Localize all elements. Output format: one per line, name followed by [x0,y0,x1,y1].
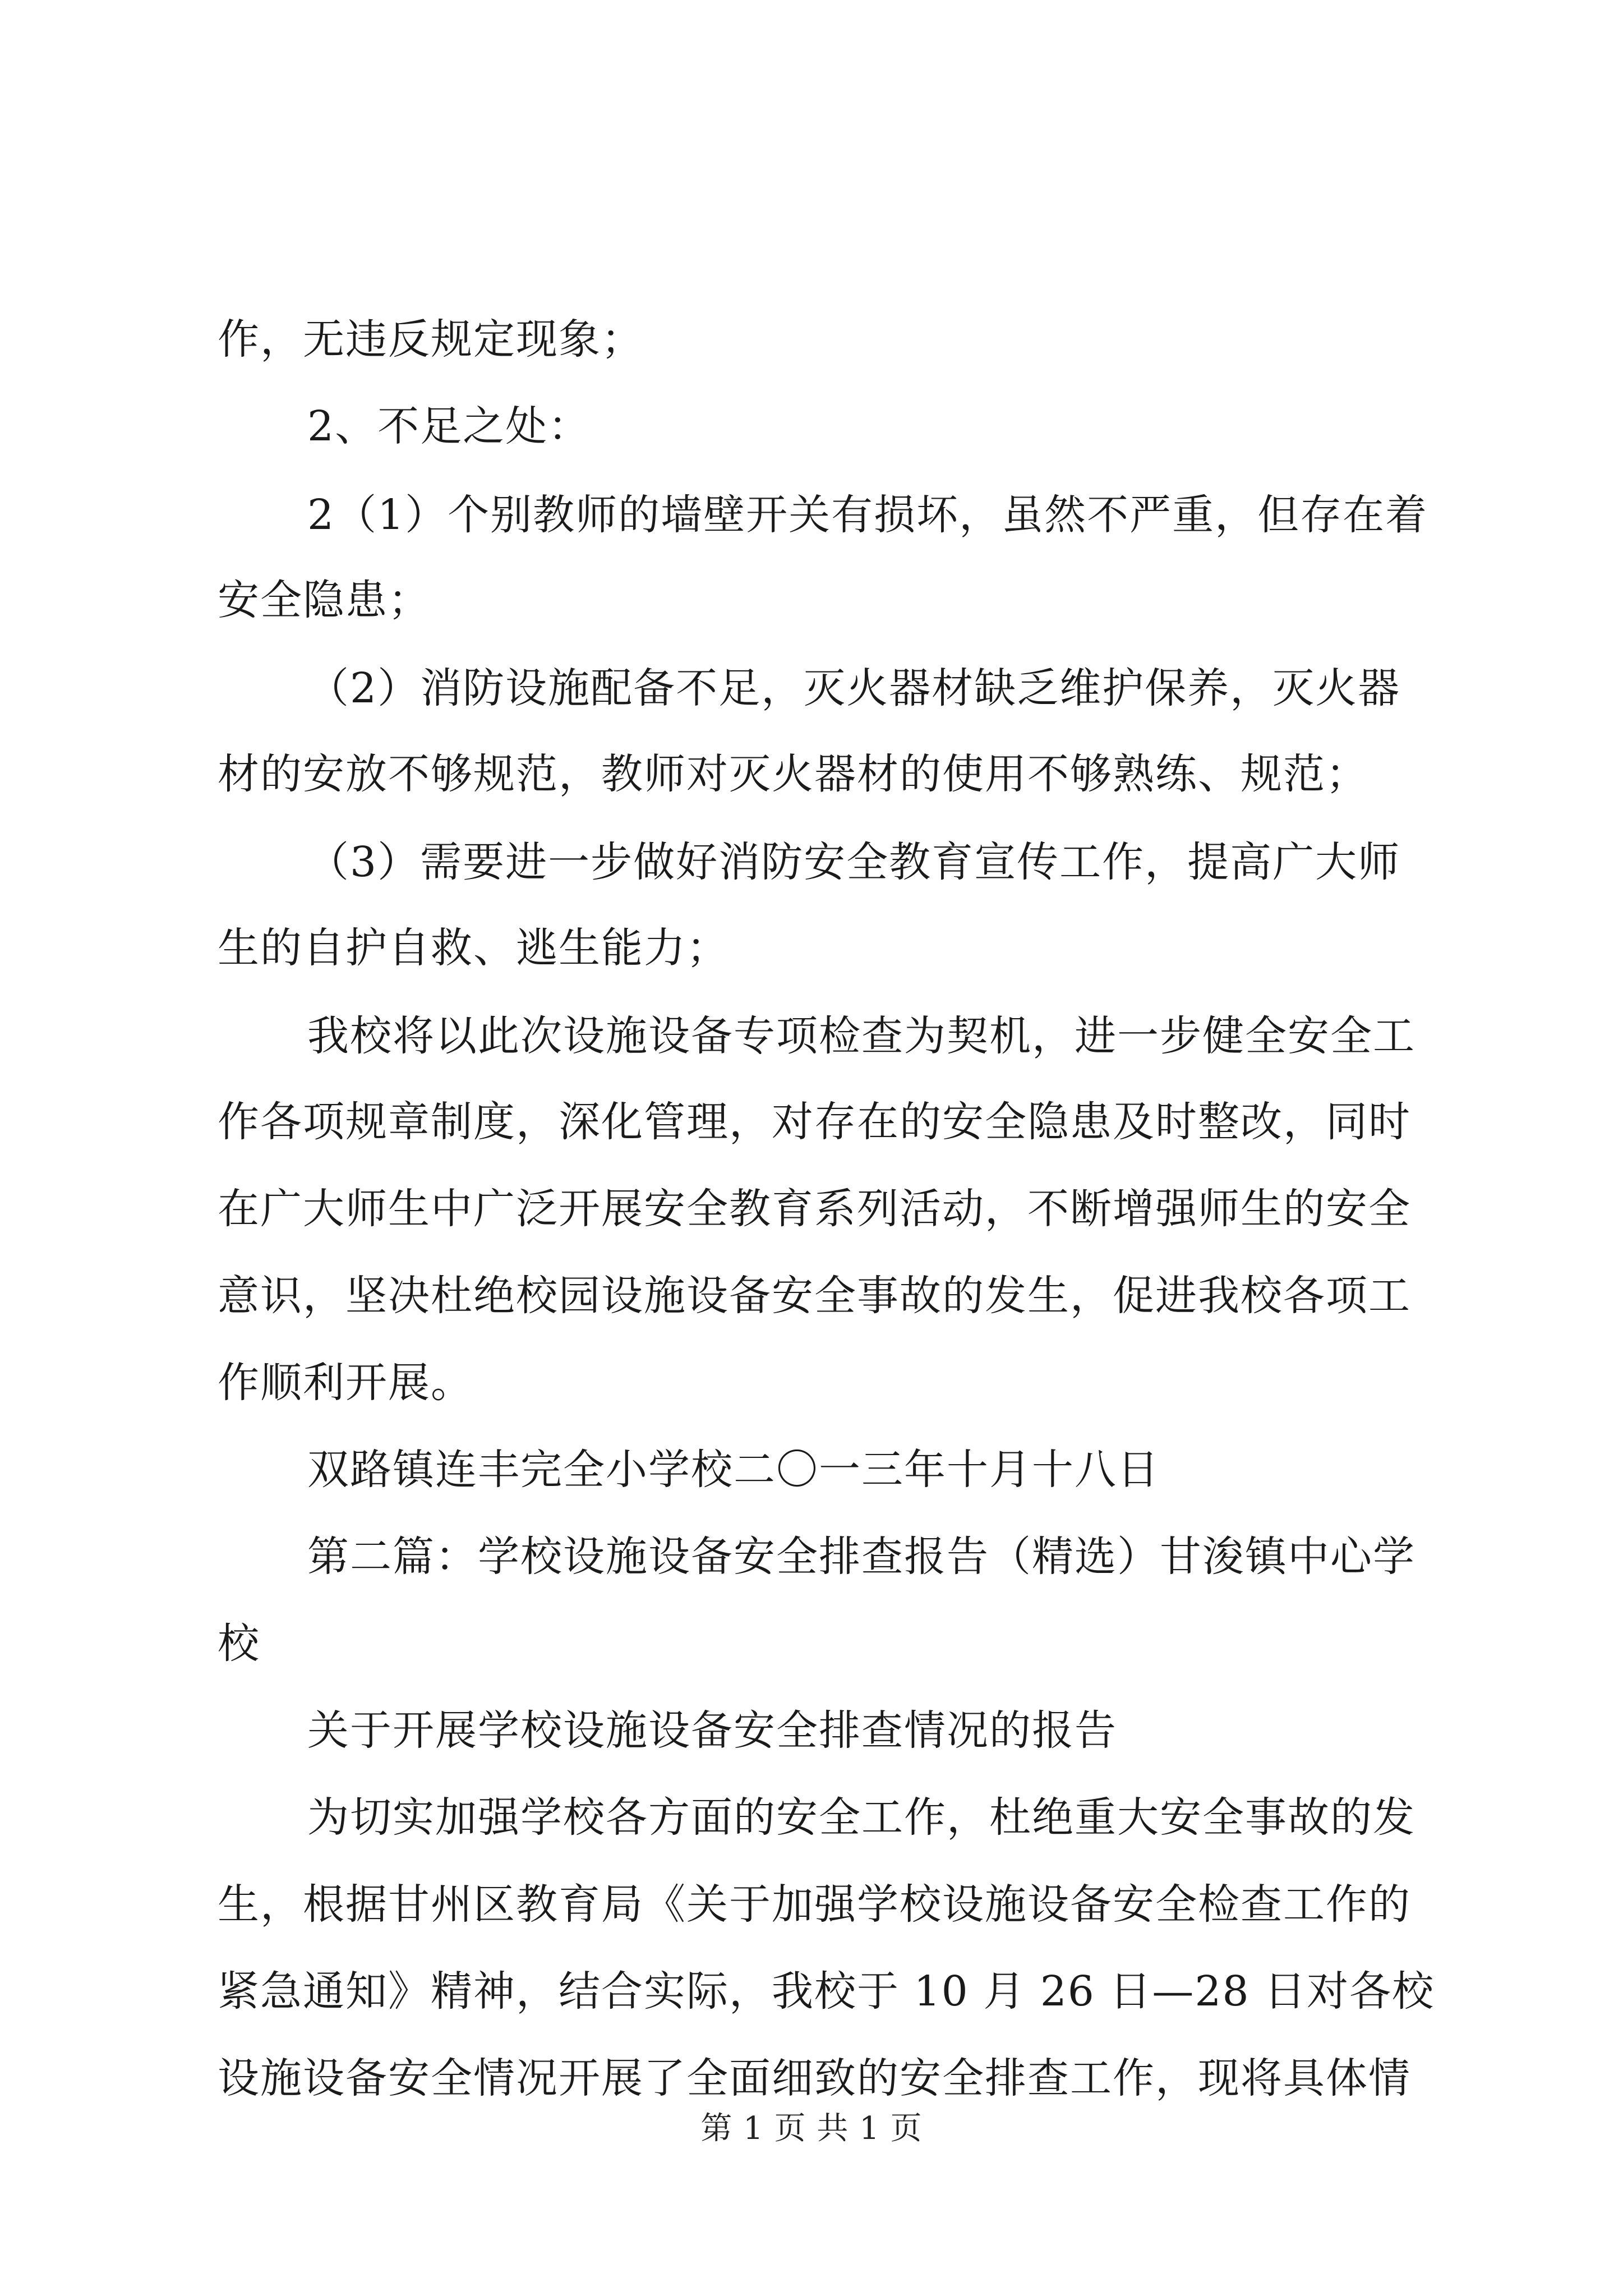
paragraph-line: 生，根据甘州区教育局《关于加强学校设施设备安全检查工作的 [218,1880,1411,1929]
paragraph-line: 2、不足之处： [307,402,591,450]
report-title: 关于开展学校设施设备安全排查情况的报告 [307,1706,1117,1755]
paragraph-line: 为切实加强学校各方面的安全工作，杜绝重大安全事故的发 [307,1793,1415,1842]
section-heading: 校 [218,1619,260,1668]
paragraph-line: 紧急通知》精神，结合实际，我校于 10 月 26 日—28 日对各校 [218,1967,1435,2016]
signature-line: 双路镇连丰完全小学校二〇一三年十月十八日 [307,1446,1160,1494]
paragraph-line: 我校将以此次设施设备专项检查为契机，进一步健全安全工 [307,1012,1415,1060]
paragraph-line: （2）消防设施配备不足，灭火器材缺乏维护保养，灭火器 [307,664,1401,712]
paragraph-line: 材的安放不够规范，教师对灭火器材的使用不够熟练、规范； [218,750,1368,798]
paragraph-line: 意识，坚决杜绝校园设施设备安全事故的发生，促进我校各项工 [218,1272,1411,1320]
section-heading: 第二篇：学校设施设备安全排查报告（精选）甘浚镇中心学 [307,1533,1415,1581]
paragraph-line: 作，无违反规定现象； [218,315,644,364]
paragraph-line: 作顺利开展。 [218,1359,473,1407]
paragraph-line: 作各项规章制度，深化管理，对存在的安全隐患及时整改，同时 [218,1098,1411,1146]
paragraph-line: 2（1）个别教师的墙壁开关有损坏，虽然不严重，但存在着 [307,491,1428,539]
page-footer: 第 1 页 共 1 页 [700,2110,923,2147]
paragraph-line: （3）需要进一步做好消防安全教育宣传工作，提高广大师 [307,838,1401,886]
paragraph-line: 生的自护自救、逃生能力； [218,924,729,972]
paragraph-line: 安全隐患； [218,576,431,624]
paragraph-line: 设施设备安全情况开展了全面细致的安全排查工作，现将具体情 [218,2054,1411,2102]
paragraph-line: 在广大师生中广泛开展安全教育系列活动，不断增强师生的安全 [218,1185,1411,1233]
